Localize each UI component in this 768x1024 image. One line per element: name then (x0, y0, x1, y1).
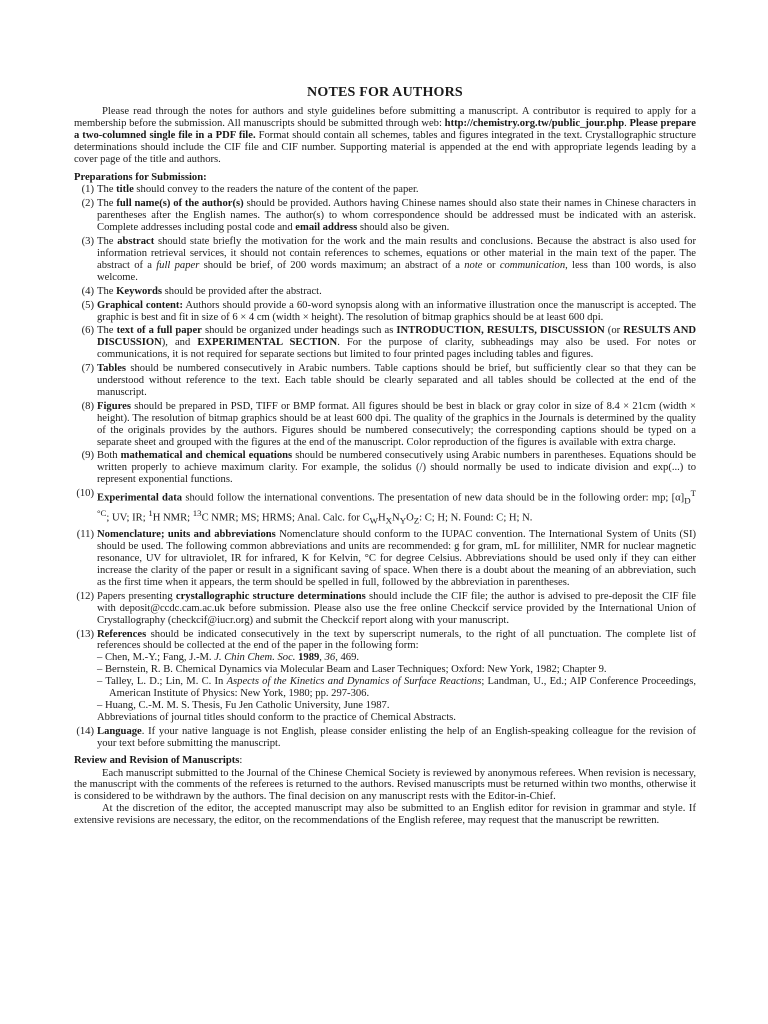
reference-entry: – Chen, M.-Y.; Fang, J.-M. J. Chin Chem. Soc. 1989, 36, 469. (97, 652, 360, 664)
list-item (74, 198, 696, 234)
list-item (74, 236, 696, 284)
review-paragraph: At the discretion of the editor, the accepted manuscript may also be submitted to an English editor for revision in grammar and style. If extensive revisions are necessary, the editor, on the recommendations of the English referee, may request that the manuscript be rewritten. (74, 803, 696, 827)
item-number: (10) (76, 488, 94, 500)
item-text: The title should convey to the readers the nature of the content of the paper. (97, 184, 419, 196)
submission-url-link[interactable]: http://chemistry.org.tw/public_jour.php (444, 117, 625, 129)
intro-text: Format should contain all schemes, tables and figures integrated in the text. Crystallographic structure determinations should include the CIF file and CIF number. Supporting material is appended at the end with appropriate legends leading by a cover page of the title and authors. (74, 129, 696, 165)
list-item (74, 450, 696, 486)
list-item (74, 529, 696, 589)
item-text: Figures should be prepared in PSD, TIFF or BMP format. All figures should be best in black or gray color in size of 8.4 × 21cm (width × height). The resolution of bitmap graphics should be at least 600 dpi. The quality of the graphics in the Journals is determined by the quality of the originals provides by the authors. Figures should be numbered consecutively; the corresponding captions should be typed on a separate sheet and grouped with the figures at the end of the manuscript. Color reproduction of the figures is available with extra charge. (97, 400, 696, 448)
reference-entry: – Bernstein, R. B. Chemical Dynamics via Molecular Beam and Laser Techniques; Oxford: New York, 1982; Chapter 9. (97, 664, 607, 676)
review-heading: Review and Revision of Manuscripts: (74, 754, 243, 766)
item-number: (9) (81, 450, 94, 462)
intro-text: . (624, 117, 630, 129)
list-item (74, 325, 696, 361)
item-text: The abstract should state briefly the motivation for the work and the main results and conclusions. Because the abstract is also used for information retrieval services, it should not contain references to schemes, equations or other material in the main text of the paper. The abstract of a full paper should be brief, of 200 words maximum; an abstract of a note or communication, less than 100 words, is also welcome. (97, 236, 696, 283)
item-number: (12) (76, 590, 94, 602)
item-number: (1) (81, 184, 94, 196)
item-number: (3) (81, 236, 94, 248)
list-item (74, 286, 696, 298)
pdf-instruction: Please prepare a two-columned single file in a PDF file. (74, 117, 697, 141)
item-text: Graphical content: Authors should provide a 60-word synopsis along with an informative illustration once the manuscript is accepted. The graphic is best and fit in size of 6 × 4 cm (width × height). The resolution of bitmap graphics should be at least 600 dpi. (97, 299, 697, 323)
abbreviation-note: Abbreviations of journal titles should conform to the practice of Chemical Abstracts. (97, 711, 456, 723)
item-text: Tables should be numbered consecutively in Arabic numbers. Table captions should be brief, but sufficiently clear so that they can be understood without reference to the text. Each table should be clearly separated and all tables should be collected at the end of the manuscript. (97, 363, 696, 398)
reference-entry: – Huang, C.-M. M. S. Thesis, Fu Jen Catholic University, June 1987. (97, 699, 390, 711)
item-number: (5) (81, 299, 94, 311)
item-text: The text of a full paper should be organized under headings such as INTRODUCTION, RESULTS, DISCUSSION (or RESULTS AND DISCUSSION), and EXPERIMENTAL SECTION. For the purpose of clarity, subheadings may also be used. For notes or communications, it is not required for separate sections but limited to four printed pages including tables and figures. (97, 325, 697, 361)
item-number: (8) (81, 400, 94, 412)
prep-heading: Preparations for Submission: (74, 171, 207, 183)
item-text: Language. If your native language is not English, please consider enlisting the help of an English-speaking colleague for the revision of your text before submitting the manuscript. (97, 725, 696, 749)
reference-entry: – Talley, L. D.; Lin, M. C. In Aspects of the Kinetics and Dynamics of Surface Reactions; Landman, U., Ed.; AIP Conference Proceedings, American Institute of Physics: New York, 1980; pp. 297-306. (97, 676, 696, 700)
list-item (74, 363, 696, 399)
item-text: Both mathematical and chemical equations should be numbered consecutively using Arabic numbers in parentheses. Equations should be written properly to achieve maximum clarity. For example, the solidus (/) should normally be used to indicate division and exp(...) to represent exponential functions. (97, 450, 696, 486)
item-number: (6) (81, 325, 94, 337)
item-text: The full name(s) of the author(s) should be provided. Authors having Chinese names should also state their names in Chinese characters in parentheses after the English names. The author(s) to whom correspondence should be addressed must be indicated with an asterisk. Complete addresses including postal code and email address should also be given. (97, 198, 697, 234)
item-number: (7) (81, 363, 94, 375)
intro-text: Please read through the notes for authors and style guidelines before submitting a manuscript. A contributor is required to apply for a membership before the submission. All manuscripts should be submitted through web: (74, 106, 696, 129)
list-item (74, 401, 696, 449)
intro-paragraph (74, 106, 696, 166)
item-text: Experimental data should follow the international conventions. The presentation of new data should be in the following order: mp; $[\alpha]_D^{T ^\circ C}$; UV; IR; $^1$H NMR; $^{13}$C NMR; MS; HRMS; Anal. Calc. for $C_WH_XN_YO_Z$: C; H; N. Found: C; H; N. (97, 488, 697, 526)
item-number: (2) (81, 198, 94, 210)
item-number: (11) (76, 529, 94, 541)
item-number: (14) (76, 725, 94, 737)
item-number: (13) (76, 628, 94, 640)
item-text: The Keywords should be provided after the abstract. (97, 285, 322, 297)
list-item (74, 591, 696, 627)
item-text: Papers presenting crystallographic structure determinations should include the CIF file; the author is advised to pre-deposit the CIF file with deposit@ccdc.cam.ac.uk before submission. Please also use the free online Checkcif service provided by the International Union of Crystallography (checkcif@iucr.org) and submit the Checkcif report along with your manuscript. (97, 590, 696, 626)
list-item (74, 300, 696, 324)
item-text: References should be indicated consecutively in the text by superscript numerals, to the right of all punctuation. The complete list of references should be collected at the end of the paper in the following form: – Chen, M.-Y.; Fang, J.-M. J. Chin Chem. Soc. 1989, 36, 469. – Bernstein, R. B. Chemical Dynamics via Molecular Beam and Laser Techniques; Oxford: New York, 1982; Chapter 9. – Talley, L. D.; Lin, M. C. In Aspects of the Kinetics and Dynamics of Surface Reactions; Landman, U., Ed.; AIP Conference Proceedings, American Institute of Physics: New York, 1980; pp. 297-306. – Huang, C.-M. M. S. Thesis, Fu Jen Catholic University, June 1987. Abbreviations of journal titles should conform to the practice of Chemical Abstracts. (97, 628, 696, 723)
review-paragraph: Each manuscript submitted to the Journal of the Chinese Chemical Society is reviewed by anonymous referees. When revision is necessary, the manuscript with the comments of the referees is returned to the authors. Revised manuscripts must be returned within two months, otherwise it is considered to be withdrawn by the authors. The final decision on any manuscript rests with the Editor-in-Chief. (74, 767, 696, 803)
document-page (74, 78, 696, 827)
list-item (74, 726, 696, 750)
item-number: (4) (81, 285, 94, 297)
item-text: Nomenclature; units and abbreviations Nomenclature should conform to the IUPAC convention. The International System of Units (SI) should be used. The following common abbreviations and units are recommended: g for gram, mL for milliliter, NMR for nuclear magnetic resonance, UV for ultraviolet, IR for infrared, K for Kelvin, °C for degree Celsius. Abbreviations should be used only if they can either increase the clarity of the paper or result in a significant saving of space. When there is a doubt about the meaning of an abbreviation, such as the first time when it appears, the term should be spelled in full, followed by the abbreviation in parentheses. (97, 529, 696, 588)
list-item (74, 184, 696, 196)
list-item (74, 488, 696, 527)
list-item (74, 629, 696, 724)
page-title: NOTES FOR AUTHORS (307, 85, 463, 100)
